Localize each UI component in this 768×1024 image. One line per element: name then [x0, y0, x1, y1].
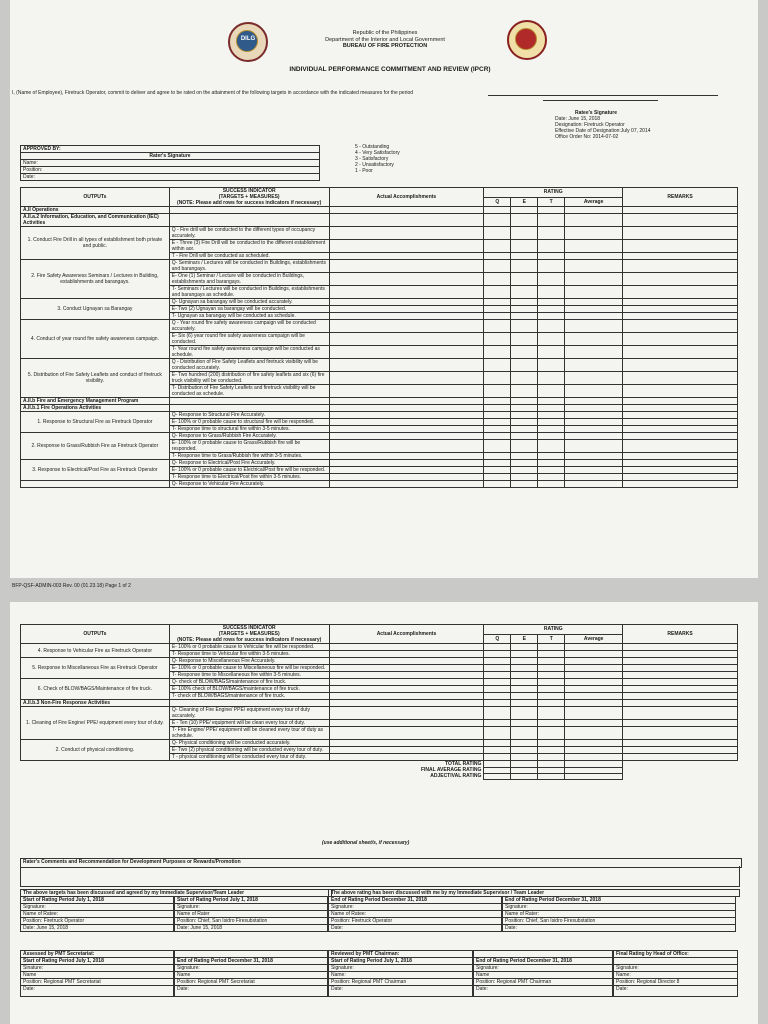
- table-row: [21, 740, 738, 747]
- indicator-cell: Q- Response to Miscellaneous Fire Accurately.: [169, 658, 329, 665]
- indicator-cell: Q- Response to Electrical/Post Fire Accurately.: [169, 460, 329, 467]
- page-title: INDIVIDUAL PERFORMANCE COMMITMENT AND REVIEW (IPCR): [289, 66, 491, 73]
- output-cell: 3. Conduct Ugnayan sa Barangay: [21, 299, 170, 320]
- output-cell: 3. Response to Electrical/Post Fire as Firetruck Operator: [21, 460, 170, 481]
- col-indicator: SUCCESS INDICATOR (TARGETS + MEASURES) (NOTE: Please add rows for success indicators if necessary): [169, 188, 329, 207]
- page-footer: BFP-QSF-ADMIN-003 Rev. 00 (01.23.18) Page 1 of 2: [12, 583, 131, 589]
- indicator-cell: T - physical conditioning will be conducted every tour of duty.: [169, 754, 329, 761]
- indicator-cell: Q- Ugnayan sa barangay will be conducted accurately.: [169, 299, 329, 306]
- indicator-cell: Q- Physical conditioning will be conducted accurately.: [169, 740, 329, 747]
- output-cell: 5. Distribution of Fire Safety Leaflets and conduct of firetruck visibility.: [21, 359, 170, 398]
- total-row: ADJECTIVAL RATING: [21, 773, 738, 779]
- indicator-cell: T- Year round fire safety awareness campaign will be conducted as schedule.: [169, 346, 329, 359]
- table-row: [21, 707, 738, 720]
- indicator-cell: E - Ten (10) PPE/ equipment will be clean every tour of duty.: [169, 720, 329, 727]
- table-row: [21, 658, 738, 665]
- pmt-block: Assessed by PMT Secretariat: Start of Rating Period July 1, 2018 Sinature: Name Position: Regional PMT Secretariat Date:: [20, 950, 174, 997]
- page-1: [10, 0, 758, 578]
- pmt-block: End of Rating Period December 31, 2018 Signature: Name Position: Regional PMT Chairman Date:: [473, 950, 613, 997]
- output-cell: 2. Fire Safety Awareness Seminars / Lectures in Building, establishments and barangays.: [21, 260, 170, 299]
- indicator-cell: Q - Year round fire safety awareness campaign will be conducted accurately.: [169, 320, 329, 333]
- col-remarks: REMARKS: [623, 188, 738, 207]
- ratee-block: Ratee's Signature Date: June 15, 2018 Designation: Firetruck Operator Effective Date of Designation:July 07, 2014 Office Order No: 2014-07-02: [555, 110, 651, 140]
- col-rating: RATING: [484, 188, 623, 198]
- table-row: [21, 433, 738, 440]
- indicator-cell: T- Response time to structural fire within 3-5 minutes.: [169, 426, 329, 433]
- col-actual: Actual Accomplishments: [329, 188, 484, 207]
- output-cell: 2. Response to Grass/Rubbish Fire as Firetruck Operator: [21, 433, 170, 460]
- discussed-right: The above rating has been discussed with me by my Immediate Supervisor / Team Leader: [328, 889, 740, 897]
- rater-comments: Rater's Comments and Recommendation for Development Purposes or Rewards/Promotion: [20, 858, 742, 868]
- indicator-cell: E- 100% or 0 probable cause to Grass/Rubbish fire will be responded.: [169, 440, 329, 453]
- indicator-cell: E- 100% check of BLOW/BAGS/maintenance of fire truck.: [169, 686, 329, 693]
- agency-header: Republic of the Philippines Department of the Interior and Local Government BUREAU OF FIRE PROTECTION: [325, 30, 445, 49]
- indicator-cell: E- 100% or 0 probable cause to Miscellaneous fire will be responded.: [169, 665, 329, 672]
- page-2: [10, 602, 758, 1024]
- rating-scale: 5 - Outstanding 4 - Very Satisfactory 3 - Satisfactory 2 - Unsatisfactory 1 - Poor: [355, 144, 400, 174]
- table-row: [21, 460, 738, 467]
- output-cell: 1. Conduct Fire Drill in all types of establishment both private and public.: [21, 227, 170, 260]
- indicator-cell: T- Ugnayan sa barangay will be conducted as schedule.: [169, 313, 329, 320]
- indicator-cell: E- Two (2) Ugnayan sa barangay will be conducted.: [169, 306, 329, 313]
- indicator-cell: E- One (1) Seminar / Lecture will be conducted in Buildings, establishments and barangays.: [169, 273, 329, 286]
- output-cell: 1. Cleaning of Fire Engine/ PPE/ equipment every tour of duty.: [21, 707, 170, 740]
- table-row: [21, 227, 738, 240]
- pmt-block: End of Rating Period December 31, 2018 Signature: Name Position: Regional PMT Secretariat Date:: [174, 950, 328, 997]
- indicator-cell: E- 100% or 0 probable cause to Electrical/Post fire will be responded.: [169, 467, 329, 474]
- output-cell: [21, 481, 170, 488]
- indicator-cell: T- Response time to Grass/Rubbish fire within 3-5 minutes.: [169, 453, 329, 460]
- indicator-cell: Q- Response to Structural Fire Accurately.: [169, 412, 329, 419]
- table-row: [21, 481, 738, 488]
- total-row: TOTAL RATING: [21, 761, 738, 768]
- table-row: [21, 644, 738, 651]
- indicator-cell: Q- Response to Grass/Rubbish Fire Accurately.: [169, 433, 329, 440]
- indicator-cell: Q- Cleaning of Fire Engine/ PPE/ equipment every tour of duty accurately.: [169, 707, 329, 720]
- total-row: FINAL AVERAGE RATING: [21, 767, 738, 773]
- signature-block: Start of Rating Period July 1, 2018 Signature: Name of Rater Position: Chief, San Isidro Firesubstation Date: June 15, 2018: [174, 896, 328, 932]
- indicator-cell: E- 100% or 0 probable cause to structural fire will be responded.: [169, 419, 329, 426]
- discussed-left: The above targets has been discussed and agreed by my Immediate Supervisor/Team Leader: [20, 889, 332, 897]
- pmt-block: Final Rating by Head of Office: Signature: Name: Position: Regional Director 8 Date:: [613, 950, 738, 997]
- table-row: [21, 320, 738, 333]
- indicator-cell: T - Fire Drill will be conducted as scheduled.: [169, 253, 329, 260]
- indicator-cell: Q- check of BLOW/BAGS/maintenance of fire truck.: [169, 679, 329, 686]
- ipcr-table-page-2: OUTPUTs SUCCESS INDICATOR (TARGETS + MEASURES) (NOTE: Please add rows for success indicators if necessary) Actual Accomplishments RATING REMARKS Q E T Average 4. Response to Vehicular Fire as Firetruck Operator E- 100% or 0 probable cause to Vehicular fire will be responded. T- Response time to Vehicular fire within 3-5 minutes. 5. Response to Miscellaneous Fire as Firetruck Operator Q- Response to Miscellaneous Fire Accurately. E- 100% or 0 probable cause to Miscellaneous fire will be responded. T- Response time to Miscellaneous fire within 3-5 minutes. 6. Check of BLOW/BAGS/Maintenance of fire truck. Q- check of BLOW/BAGS/maintenance of fire truck. E- 100% check of BLOW/BAGS/maintenance of fire truck. T- check of BLOW/BAGS/maintenance of fire truck. A.II.b.3 Non-Fire Response Activities 1. Cleaning of Fire Engine/ PPE/ equipment every tour of duty. Q- Cleaning of Fire Engine/ PPE/ equipment every tour of duty accurately. E - Ten (10) PPE/ equipment will be clean every tour of duty. T- Fire Engine/ PPE/ equipment will be cleaned every tour of duty as schedule. 2. Conduct of physical conditioning. Q- Physical conditioning will be conducted accurately. E- Two (2) physical conditioning will be conducted every tour of duty. T - physical conditioning will be conducted every tour of duty. TOTAL RATING FINAL AVERAGE RATING ADJECTIVAL RATING: [20, 624, 738, 780]
- indicator-cell: Q- Seminars / Lectures will be conducted in Buildings, establishments and barangays.: [169, 260, 329, 273]
- signature-block: End of Rating Period December 31, 2018 Signature: Name of Ratee: Position: Firetruck Operator Date:: [328, 896, 502, 932]
- approved-table: APPROVED BY: Rater's Signature Name: Position: Date:: [20, 145, 320, 181]
- section-row: A.II.a.2 Information, Education, and Communication (IEC) Activities: [21, 214, 738, 227]
- indicator-cell: T- check of BLOW/BAGS/maintenance of fire truck.: [169, 693, 329, 700]
- bfp-seal-icon: [507, 20, 547, 60]
- indicator-cell: T- Response time to Vehicular fire within 3-5 minutes.: [169, 651, 329, 658]
- table-row: [21, 299, 738, 306]
- section-row: A.II Operations: [21, 207, 738, 214]
- dilg-seal-icon: DILG: [228, 22, 268, 62]
- indicator-cell: E- Six (6) year round fire safety awareness campaign will be conducted.: [169, 333, 329, 346]
- indicator-cell: E- 100% or 0 probable cause to Vehicular fire will be responded.: [169, 644, 329, 651]
- output-cell: 1. Response to Structural Fire as Firetruck Operator: [21, 412, 170, 433]
- section-row: A.II.b.3 Non-Fire Response Activities: [21, 700, 738, 707]
- signature-block: Start of Rating Period July 1, 2018 Signature: Name of Ratee: Position: Firetruck Operator Date: June 15, 2018: [20, 896, 174, 932]
- pmt-block: Reviewed by PMT Chairman: Start of Rating Period July 1, 2018 Signature: Name: Position: Regional PMT Chairman Date:: [328, 950, 473, 997]
- indicator-cell: T- Response time to Miscellaneous fire within 3-5 minutes.: [169, 672, 329, 679]
- indicator-cell: Q - Fire drill will be conducted to the different types of occupancy accurately.: [169, 227, 329, 240]
- additional-note: (use additional sheet/s, if necessary): [322, 840, 410, 846]
- table-row: [21, 679, 738, 686]
- indicator-cell: E - Three (3) Fire Drill will be conducted to the different establishment within aor.: [169, 240, 329, 253]
- indicator-cell: T- Distribution of Fire Safety Leaflets and firetruck visibility will be conducted as schedule.: [169, 385, 329, 398]
- signature-block: End of Rating Period December 31, 2018 Signature: Name of Rater: Position: Chief, San Isidro Firesubstation Date:: [502, 896, 736, 932]
- output-cell: 6. Check of BLOW/BAGS/Maintenance of fire truck.: [21, 679, 170, 700]
- indicator-cell: T- Fire Engine/ PPE/ equipment will be cleaned every tour of duty as schedule.: [169, 727, 329, 740]
- indicator-cell: Q- Response to Vehicular Fire Accurately.: [169, 481, 329, 488]
- output-cell: 4. Response to Vehicular Fire as Firetruck Operator: [21, 644, 170, 658]
- indicator-cell: E- Two hundred (200) distribution of fire safety leaflets and six (6) fire truck visibility will be conducted.: [169, 372, 329, 385]
- output-cell: 2. Conduct of physical conditioning.: [21, 740, 170, 761]
- section-row: A.II.b.1 Fire Operations Activities: [21, 405, 738, 412]
- indicator-cell: Q - Distribution of Fire Safety Leaflets and firetruck visibility will be conducted accurately.: [169, 359, 329, 372]
- indicator-cell: E- Two (2) physical conditioning will be conducted every tour of duty.: [169, 747, 329, 754]
- output-cell: 5. Response to Miscellaneous Fire as Firetruck Operator: [21, 658, 170, 679]
- col-outputs: OUTPUTs: [21, 188, 170, 207]
- section-row: A.II.b Fire and Emergency Management Program: [21, 398, 738, 405]
- table-row: [21, 260, 738, 273]
- table-row: [21, 412, 738, 419]
- ipcr-table-page-1: OUTPUTs SUCCESS INDICATOR (TARGETS + MEASURES) (NOTE: Please add rows for success indicators if necessary) Actual Accomplishments RATING REMARKS Q E T Average A.II Operations A.II.a.2 Information, Education, and Communication (IEC) Activities 1. Conduct Fire Drill in all types of establishment both private and public. Q - Fire drill will be conducted to the different types of occupancy accurately. E - Three (3) Fire Drill will be conducted to the different establishment within aor. T - Fire Drill will be conducted as scheduled. 2. Fire Safety Awareness Seminars / Lectures in Building, establishments and barangays. Q- Seminars / Lectures will be conducted in Buildings, establishments and barangays. E- One (1) Seminar / Lecture will be conducted in Buildings, establishments and barangays. T- Seminars / Lectures will be conducted in Buildings, establishments and barangays as schedule. 3. Conduct Ugnayan sa Barangay Q- Ugnayan sa barangay will be conducted accurately. E- Two (2) Ugnayan sa barangay will be conducted. T- Ugnayan sa barangay will be conducted as schedule. 4. Conduct of year round fire safety awareness campaign. Q - Year round fire safety awareness campaign will be conducted accurately. E- Six (6) year round fire safety awareness campaign will be conducted. T- Year round fire safety awareness campaign will be conducted as schedule. 5. Distribution of Fire Safety Leaflets and conduct of firetruck visibility. Q - Distribution of Fire Safety Leaflets and firetruck visibility will be conducted accurately. E- Two hundred (200) distribution of fire safety leaflets and six (6) fire truck visibility will be conducted. T- Distribution of Fire Safety Leaflets and firetruck visibility will be conducted as schedule. A.II.b Fire and Emergency Management Program A.II.b.1 Fire Operations Activities 1. Response to Structural Fire as Firetruck Operator Q- Response to Structural Fire Accurately. E- 100% or 0 probable cause to structural fire will be responded. T- Response time to structural fire within 3-5 minutes. 2. Response to Grass/Rubbish Fire as Firetruck Operator Q- Response to Grass/Rubbish Fire Accurately. E- 100% or 0 probable cause to Grass/Rubbish fire will be responded. T- Response time to Grass/Rubbish fire within 3-5 minutes. 3. Response to Electrical/Post Fire as Firetruck Operator Q- Response to Electrical/Post Fire Accurately. E- 100% or 0 probable cause to Electrical/Post fire will be responded. T- Response time to Electrical/Post fire within 3-5 minutes. Q- Response to Vehicular Fire Accurately.: [20, 187, 738, 488]
- indicator-cell: T- Seminars / Lectures will be conducted in Buildings, establishments and barangays as schedule.: [169, 286, 329, 299]
- indicator-cell: T- Response time to Electrical/Post fire within 3-5 minutes.: [169, 474, 329, 481]
- commitment-text: I, (Name of Employee), Firetruck Operator, commit to deliver and agree to be rated on the attainment of the following targets in accordance with the indicated measures for the period: [12, 90, 414, 96]
- output-cell: 4. Conduct of year round fire safety awareness campaign.: [21, 320, 170, 359]
- table-row: [21, 359, 738, 372]
